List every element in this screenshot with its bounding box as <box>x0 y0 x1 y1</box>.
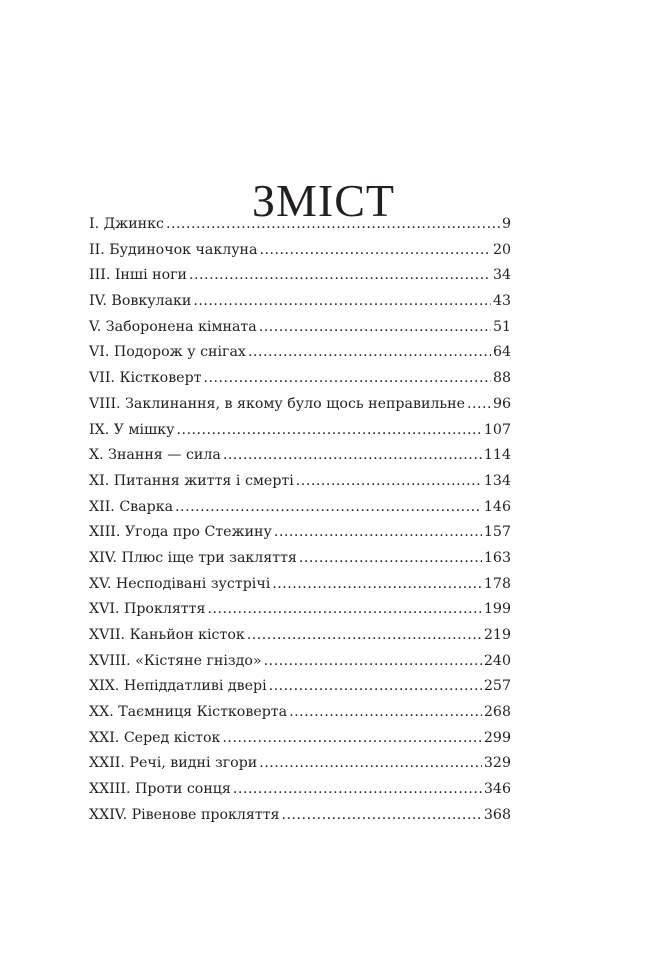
toc-entry-title: VIII. Заклинання, в якому було щось неправильне <box>89 395 466 412</box>
toc-entry-page-number: 329 <box>483 755 511 772</box>
toc-entry <box>89 289 511 315</box>
toc-entry-page-number: 368 <box>483 806 511 823</box>
toc-entry <box>89 623 511 649</box>
toc-entry-title: XV. Несподівані зустрічі <box>89 575 271 592</box>
toc-entry <box>89 263 511 289</box>
toc-entry-page-number: 134 <box>483 472 511 489</box>
toc-entry-page-number: 146 <box>483 498 511 515</box>
toc-entry <box>89 649 511 675</box>
toc-entry-page-number: 178 <box>483 575 511 592</box>
toc-dot-leader <box>289 700 482 726</box>
toc-entry <box>89 546 511 572</box>
toc-entry-page-number: 96 <box>492 395 511 412</box>
toc-entry-title: XXIV. Рівенове прокляття <box>89 806 280 823</box>
toc-entry-page-number: 43 <box>492 293 511 310</box>
toc-entry-page-number: 163 <box>483 549 511 566</box>
toc-entry <box>89 777 511 803</box>
toc-entry-page-number: 257 <box>483 678 511 695</box>
toc-entry-page-number: 268 <box>483 704 511 721</box>
page-title: ЗМІСТ <box>251 174 396 226</box>
toc-entry <box>89 443 511 469</box>
toc-entry-page-number: 219 <box>483 627 511 643</box>
toc-entry <box>89 315 511 341</box>
toc-dot-leader <box>264 649 482 675</box>
toc-dot-leader <box>248 340 491 366</box>
toc-dot-leader <box>259 315 491 341</box>
toc-entry <box>89 674 511 700</box>
toc-entry-title: XXI. Серед кісток <box>89 729 221 746</box>
toc-dot-leader <box>222 726 481 752</box>
toc-entry-page-number: 199 <box>483 601 511 618</box>
toc-entry-title: XI. Питання життя і смерті <box>89 472 294 489</box>
toc-dot-leader <box>274 520 482 546</box>
toc-dot-leader <box>193 289 491 315</box>
toc-entry <box>89 238 511 264</box>
toc-dot-leader <box>166 212 500 238</box>
toc-entry <box>89 366 511 392</box>
toc-entry-title: IV. Вовкулаки <box>89 293 192 310</box>
toc-entry-page-number: 157 <box>483 524 511 541</box>
toc-entry-title: V. Заборонена кімната <box>89 318 257 335</box>
toc-dot-leader <box>272 572 482 598</box>
toc-entry <box>89 495 511 521</box>
toc-entry <box>89 212 511 238</box>
toc-dot-leader <box>207 597 481 623</box>
toc-entry-title: XIV. Плюс іще три закляття <box>89 549 297 566</box>
toc-entry-page-number: 346 <box>483 781 511 798</box>
toc-entry-page-number: 114 <box>483 447 511 464</box>
toc-entry-title: XVIII. «Кістяне гніздо» <box>89 652 262 669</box>
toc-entry-title: I. Джинкс <box>89 216 164 232</box>
toc-entry-title: XIX. Непіддатливі двері <box>89 678 267 695</box>
toc-entry-title: III. Інші ноги <box>89 267 188 284</box>
toc-entry <box>89 392 511 418</box>
toc-entry-page-number: 51 <box>492 318 511 335</box>
toc-entry-page-number: 299 <box>483 729 511 746</box>
toc-entry-title: IX. У мішку <box>89 421 175 438</box>
toc-entry-title: XVII. Каньйон кісток <box>89 627 245 643</box>
toc-entry-title: VI. Подорож у снігах <box>89 344 246 361</box>
toc-entry <box>89 572 511 598</box>
toc-entry-title: XIII. Угода про Стежину <box>89 524 272 541</box>
toc-dot-leader <box>299 546 482 572</box>
toc-entry <box>89 751 511 777</box>
toc-entry <box>89 597 511 623</box>
toc-entry-title: VII. Кістковерт <box>89 370 202 387</box>
toc-entry-title: XXIII. Проти сонця <box>89 781 231 798</box>
toc-entry <box>89 469 511 495</box>
toc-dot-leader <box>223 443 482 469</box>
toc-dot-leader <box>233 777 482 803</box>
toc-entry-title: XXII. Речі, видні згори <box>89 755 258 772</box>
toc-dot-leader <box>282 803 482 829</box>
toc-dot-leader <box>259 238 490 264</box>
toc-entry-page-number: 34 <box>492 267 511 284</box>
toc-dot-leader <box>296 469 482 495</box>
toc-dot-leader <box>204 366 491 392</box>
toc-entry <box>89 726 511 752</box>
toc-dot-leader <box>247 623 482 649</box>
toc-entry-page-number: 240 <box>483 652 511 669</box>
toc-dot-leader <box>269 674 482 700</box>
toc-entry <box>89 700 511 726</box>
toc-entry-title: II. Будиночок чаклуна <box>89 241 258 258</box>
toc-dot-leader <box>189 263 491 289</box>
toc-dot-leader <box>467 392 491 418</box>
toc-entry-page-number: 64 <box>492 344 511 361</box>
toc-dot-leader <box>176 418 481 444</box>
toc-entry-title: XX. Таємниця Кістковерта <box>89 704 288 721</box>
toc-entry-title: X. Знання — сила <box>89 447 221 464</box>
toc-entry-page-number: 20 <box>492 241 511 258</box>
toc-entry <box>89 520 511 546</box>
toc-entry-page-number: 9 <box>501 216 511 232</box>
table-of-contents <box>89 212 511 829</box>
toc-entry-page-number: 88 <box>492 370 511 387</box>
toc-entry <box>89 340 511 366</box>
toc-entry <box>89 418 511 444</box>
toc-entry-title: XII. Сварка <box>89 498 174 515</box>
toc-entry <box>89 803 511 829</box>
toc-dot-leader <box>175 495 482 521</box>
toc-entry-title: XVI. Прокляття <box>89 601 206 618</box>
toc-entry-page-number: 107 <box>483 421 511 438</box>
toc-dot-leader <box>259 751 482 777</box>
